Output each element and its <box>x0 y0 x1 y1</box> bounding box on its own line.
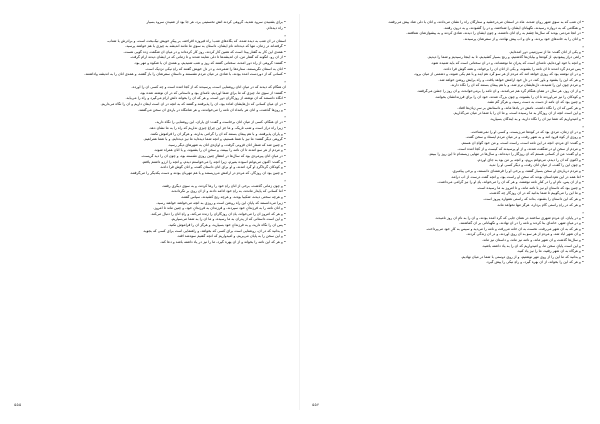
text-line: • راه دیده‌ام. <box>266 25 286 30</box>
text-line: • و سال‌ها گذشت و آن شهر ماند، و نامه نیز ماند، و داستان نیز ماند. <box>481 237 584 242</box>
paragraph-block <box>312 211 584 266</box>
text-line: • و کودکان را نیز می‌آوردند تا آن را بشنوند، و چون بزرگ شدند، خود آن را برای فرزندانشان بخوانند. <box>434 94 584 99</box>
text-line: • و هرچه سختی دیدند، شکیبا بودند، و هرچه رنج کشیدند، سپاس گفتند، <box>180 195 286 199</box>
section-mark: ٭ <box>582 124 584 129</box>
text-line: • و آنچه با خود آورده‌ایم، نامه‌ای است که پدرانِ ما نوشته‌اند، و در آن سخنانی است که باید شنیده شود. <box>430 60 584 65</box>
text-line: • و هر که این را بشنود و باور کند، در دلِ خود آرامش خواهد یافت، و راه برایش روشن خواهد شد. <box>438 77 584 82</box>
text-line: آسمان در آن شب به دیده شده، که بگاه‌های شب؛ راه فیروزه افراخته، بر پیکرِ خویش نیک‌بخت است، و برادرش با شتاب، <box>106 38 286 43</box>
paragraph-block <box>312 20 584 42</box>
text-line: • و هرگاه به آن شهر رفتید، ما را نیز یاد کنید. <box>516 249 584 254</box>
text-line: • و روزی از کوه فرود آمد و به شهر رفت، و در میانِ مردم ایستاد و سخن گفت. <box>465 135 584 140</box>
text-line: • و چنین بود که داستانِ او نیز با نامه ماند، و تا امروز به ما رسیده است. <box>476 185 584 190</box>
text-line: • زیرا می‌دانستند که پایانِ این راه روشن است و روزی به آنچه می‌خواهند خواهند رسید. <box>156 200 286 205</box>
text-line: • و چنین بود آن روزگار، که مردم در آرامش می‌زیستند و با هم مهربان بودند و دست یکدیگر را می‌گرفتند. <box>129 170 286 175</box>
text-line: • و هنگامی که به دروازه رسیدند، نگهبانان ایشان را شناختند، و در را گشودند، و به درون رفتند. <box>443 25 584 30</box>
paragraph-block <box>312 125 584 208</box>
paragraph-block <box>14 20 286 31</box>
page-gutter <box>299 14 300 410</box>
text-line: • و هر که در راهِ راستی گام بردارد، هرگز تنها نخواهد ماند. <box>496 202 584 207</box>
text-line: • و ما این را می‌گوییم تا شما بدانید که در آن روزگار چه گذشت. <box>488 191 584 196</box>
text-line: • و چون این را گفت، از میانِ آنان رفت، و دیگر کسی او را ندید. <box>488 163 584 168</box>
text-line: • زیرا راه دراز است و شب تاریک، و ما جز این چراغ چیزی نداریم که راه را به ما نشان دهد. <box>148 126 286 131</box>
section-mark: ٭ <box>284 33 286 38</box>
text-line: • از آن رو، آنگونه که گفتار من، آن اندیشه‌ها تا دلی نمایند شدند و تا زمانی که در ایشان دیدند آرام گرفت. <box>129 55 286 60</box>
text-line: • و روزها گذشت، و آنان هر بامداد آن نامه را می‌خواندند، و هر شامگاه در باره‌ی آن سخن می‌گفتند. <box>138 107 286 112</box>
text-line: • و مردم از سخنِ او در شگفت شدند، و از او پرسیدند که کیست و از کجا آمده است. <box>457 146 584 151</box>
text-line: • برای بشنیدن سرود شدید، گروهی کردند آتش نخستینی برد، هر جا بود از شنیدنِ سرود بسیار <box>146 20 286 24</box>
text-line: • و در آن زمان، مردی بود که در کوه‌ها می‌زیست، و کسی او را نمی‌شناخت. <box>470 129 584 134</box>
section-mark: ٭ <box>284 115 286 120</box>
text-line: • و هر که به آن شهر می‌رفت، نخست به آن خانه می‌رفت و نامه را می‌دید و سپس به کارِ خود می‌پرداخت. <box>425 226 584 231</box>
text-line: • اما همه در این هم‌داستان بودند که سخنِ او راست بود، و آنچه گفت درست از آب درآمد. <box>450 174 584 179</box>
text-line: • پس آن را نگاه دارید، و به فرزندانِ خود بسپارید، و هرگز آن را فراموش نکنید. <box>168 222 286 227</box>
left-page <box>14 20 286 410</box>
text-line: • و این است آنچه از آن روزگار به ما رسیده است، و ما آن را با شما در میان می‌گذاریم. <box>453 111 584 116</box>
text-line: • و مردم درباره‌ی او سخن بسیار گفتند، و برخی او را فرشته‌ای دانستند، و برخی پیامبری. <box>451 169 584 174</box>
right-page <box>312 20 584 410</box>
text-line: • و از آن روز، هر سال در همان هنگام گرد هم می‌آمدند، و آن نامه را برمی‌خواندند، و آن روز را جشن می‌گرفتند. <box>416 88 584 93</box>
text-line: • گفتند: از سوی ما، چیزی که ما برای شما آوردیم، نامه‌ای بود و داستانی که در آن نوشته شده بود، <box>139 90 286 95</box>
paragraph-block <box>14 34 286 78</box>
text-line: • و چون زمانی گذشت، برخی از آنان راهِ خود را رها کردند، و به سوی دیگری رفتند، <box>161 183 286 188</box>
text-line: • و گفت: اکنون می‌توانم آسوده بمیرم، زیرا آنچه را می‌خواستم دیدم، و آنچه را آرزو داشتم یافتم. <box>141 159 286 164</box>
text-line: • و اکنون که آن را دیدم، می‌توانم بروم، و آنچه بر من بود به جای آوردم. <box>476 157 584 162</box>
paragraph-block <box>14 115 286 176</box>
text-line: • و یاران پذیرفتند، و با هم پیمان بستند که آن را گرامی بدارند، و هرگز آن را فراموش نکنند. <box>149 131 286 136</box>
text-line: • و بدانید که در آن، روشنایی است برای کسی که بخواهد، و راهنمایی است برای کسی که بجوید. <box>142 228 286 233</box>
left-page-number: ۵۵۵ <box>14 402 22 407</box>
text-line: • و در میانِ شهر، خانه‌ای بنا کردند و نامه را در آن نهادند، و نگهبانانی بر آن گماشتند. <box>459 221 584 226</box>
text-line: • و این است پایانِ سخن ما، و امیدواریم که آن را به یاد داشته باشید. <box>481 243 584 248</box>
text-line: • در آن هنگام، کسی از میانِ آنان برخاست و گفت: ای یاران، این روشنایی را نگاه دارید، <box>155 120 286 125</box>
text-line: • و در پایان، آن مردم شهری ساختند در همان جایی که گرد آمده بودند، و آن را به نامِ آن روز نامیدند. <box>434 215 584 220</box>
text-line: • و بدانید که ما این را از روی مهر نوشتیم، و از روی دوستی با شما در میان نهادیم. <box>460 254 584 259</box>
text-line: • پس مردم گرد آمدند تا آن نامه را بشنوند، و یکی از آنان آن را برخواند، و همه گوش فرا دادند. <box>442 66 584 71</box>
text-line: • و چنین شد که شمارِ آنان فزونی گرفت، و آوازه‌ی آنان به شهرهای دیگر رسید. <box>167 142 286 147</box>
text-line: • آنان به آسمان نگریستند، ستاره‌ها را شمردند، و در دل خویش گفتند که راهِ نیکی نزدیک است. <box>145 66 286 71</box>
text-line: • و آنان را به خانه‌های خود بردند، و نان و آب پیش نهادند، و از سفرشان پرسیدند. <box>463 36 584 41</box>
text-line: • همه‌ی این کار به گفتار پیدا است که همین کار کردند، روز کار کرده‌اند و در میان آن شگفت زده گویی هست. <box>123 49 286 54</box>
text-line: • گرفته‌اند در زمان، تنها که دیده‌اند نام ایشان، داستان به سوی ما مانند اندیشه به چیزی با هم خواهند پرسید. <box>125 44 286 49</box>
text-line: • و آنان نامه را به فرزندانِ خود سپردند، و فرزندان به فرزندانِ خود، و چنین ماند تا امروز. <box>153 206 286 211</box>
text-line: • در آنجا مردمی بودند که سال‌ها چشم به راهِ آنان داشتند، و چون ایشان را دیدند، شادی کردند و به پیشوازشان شتافتند. <box>406 31 584 36</box>
text-line: • و از آن پس، نامِ او را در کنارِ نامه نوشتند، و هر که آن را می‌خواند، یادِ او را نیز گرامی می‌داشت. <box>437 180 584 185</box>
text-line: • و این سخن را به پایان می‌بریم، و امیدواریم که آنچه گفتیم سودمند افتد. <box>176 234 286 239</box>
section-mark: ٭ <box>284 80 286 85</box>
text-line: • و هر که امروز آن را می‌خواند، یادِ آن روزگاران را زنده می‌کند، و راهِ آنان را دنبال می‌کند. <box>150 211 286 216</box>
text-line: • و آن شهر آباد شد، و مردم از هر سو به آن روی آوردند، و در آن زندگی کردند. <box>466 232 584 237</box>
text-line: • کسانی که از دوردست آمده بودند، با شادی در میان مردم نشستند و داستانِ سفرشان را باز گفتند، و همه‌ی آنان را به اندیشه واداشتند. <box>84 72 286 77</box>
text-line: • آن شب که به سوی شهر روان شدند، ماه در آسمان می‌درخشید و ستارگان راه را نشان می‌دادند، و آنان با دلی شاد پیش می‌رفتند. <box>387 20 584 24</box>
section-mark: ٭ <box>582 44 584 49</box>
text-line: • و او گفت: من از کسانی هستم که آن روزگار را دیده‌اند، و سال‌ها در تنهایی زیسته‌ام تا این روز را ببینم. <box>428 152 584 157</box>
text-line: • و هر که این نامه را بخواند و از آن بهره گیرد، ما را نیز در یاد داشته باشد و دعا کند. <box>159 239 286 244</box>
paragraph-block <box>312 45 584 123</box>
text-line: • و مردم از هر سو آمدند تا آن نامه را ببینند، و سخنِ آن را بشنوند، و با آنان همراه شوند. <box>153 148 286 153</box>
text-line: آن هنگام که دیدند که در میانِ آنان روشنایی است، پرسیدند که از کجا آمده است و چه کسی آن را آورده، <box>131 85 286 90</box>
text-line: • و هر کس که آن را نگاه داشت، نامش در یادها ماند، و داستانش بر سرِ زبان‌ها افتاد. <box>457 105 584 110</box>
text-line: • آنگاه دانستند که آن نوشته از روزگاران دور است، و هر که آن را بخواند دلش آرام می‌گیرد و راه را می‌یابد. <box>125 96 286 101</box>
paragraph-block <box>14 179 286 246</box>
right-page-number: ۵۵۴ <box>312 402 320 407</box>
section-mark: ٭ <box>582 210 584 215</box>
text-line: • و مردم چون این را شنیدند، دل‌هایشان نرم شد، و با هم پیمان بستند که آن را نگاه دارند. <box>450 83 584 88</box>
text-line: • اما کسانی که پایدار ماندند، به راهِ خود ادامه دادند و از آن روی بر نگرداندند. <box>170 189 286 194</box>
text-line: • راهی دراز پیمودیم، از کوه‌ها و بیابان‌ها گذشتیم، و رنج بسیار کشیدیم، تا به اینجا رسیدیم و شما را دیدیم. <box>427 55 584 60</box>
text-line: • و در آن نوشته بود که روزی خواهد آمد که مردم از هر سو گرد هم آیند و با هم یکی شوند، و دشمنی از میان برود، <box>413 72 584 77</box>
text-line: • و یکی از آنان گفت: ما از سرزمینی دور آمده‌ایم. <box>509 49 584 54</box>
text-line: • و هر که این را بخواند، از آن بهره گیرد، و راهِ نیکی را پیش گیرد. <box>485 260 584 265</box>
text-line: • و امیدواریم که شما نیز آن را نگاه دارید، و به آیندگان بسپارید. <box>489 116 584 121</box>
text-line: • و هر که این داستان را بشنود، بداند که راستی همواره پیروز است. <box>483 197 584 201</box>
text-line: • و کودکان گرداگردِ او گرد آمدند، و او برای آنان داستان گفت، و آنان گوش فرا دادند. <box>159 165 286 170</box>
text-line: • و این است داستانی که از پدران به ما رسیده، و ما آن را به شما می‌سپاریم. <box>170 217 286 222</box>
text-line: • در آن میان کسانی که دل‌هایشان آماده بود، آن را پذیرفتند و گفتند که به آنچه در آن است ایمان داریم و آن را نگاه می‌داریم. <box>100 101 286 106</box>
text-line: • و چنین بود که آن نامه از دست به دست رسید، و هرگز گم نشد. <box>486 100 584 105</box>
text-line: • در میانِ آنان پیرمردی بود که سال‌ها در انتظارِ چنین روزی نشسته بود، و چون آن را دید گریست. <box>140 154 286 159</box>
section-mark: ٭ <box>284 178 286 183</box>
paragraph-block <box>14 80 286 113</box>
text-line: • گروهی دیگر گفتند: ما نیز با شما هستیم، و آنچه شما دیده‌اید ما نیز دیده‌ایم، و با شما همراهیم. <box>143 137 286 142</box>
text-line: • گفتند: گروهی از راه دور آمدند، سخنانی گفتند که روز و شب شنیدیم، و همه‌ی آن با شکوه و مهر بود. <box>133 60 286 65</box>
text-line: • و گفت: ای مردم، آنچه در این نامه است، راست است، و من خود گواهِ آن هستم. <box>460 141 584 146</box>
